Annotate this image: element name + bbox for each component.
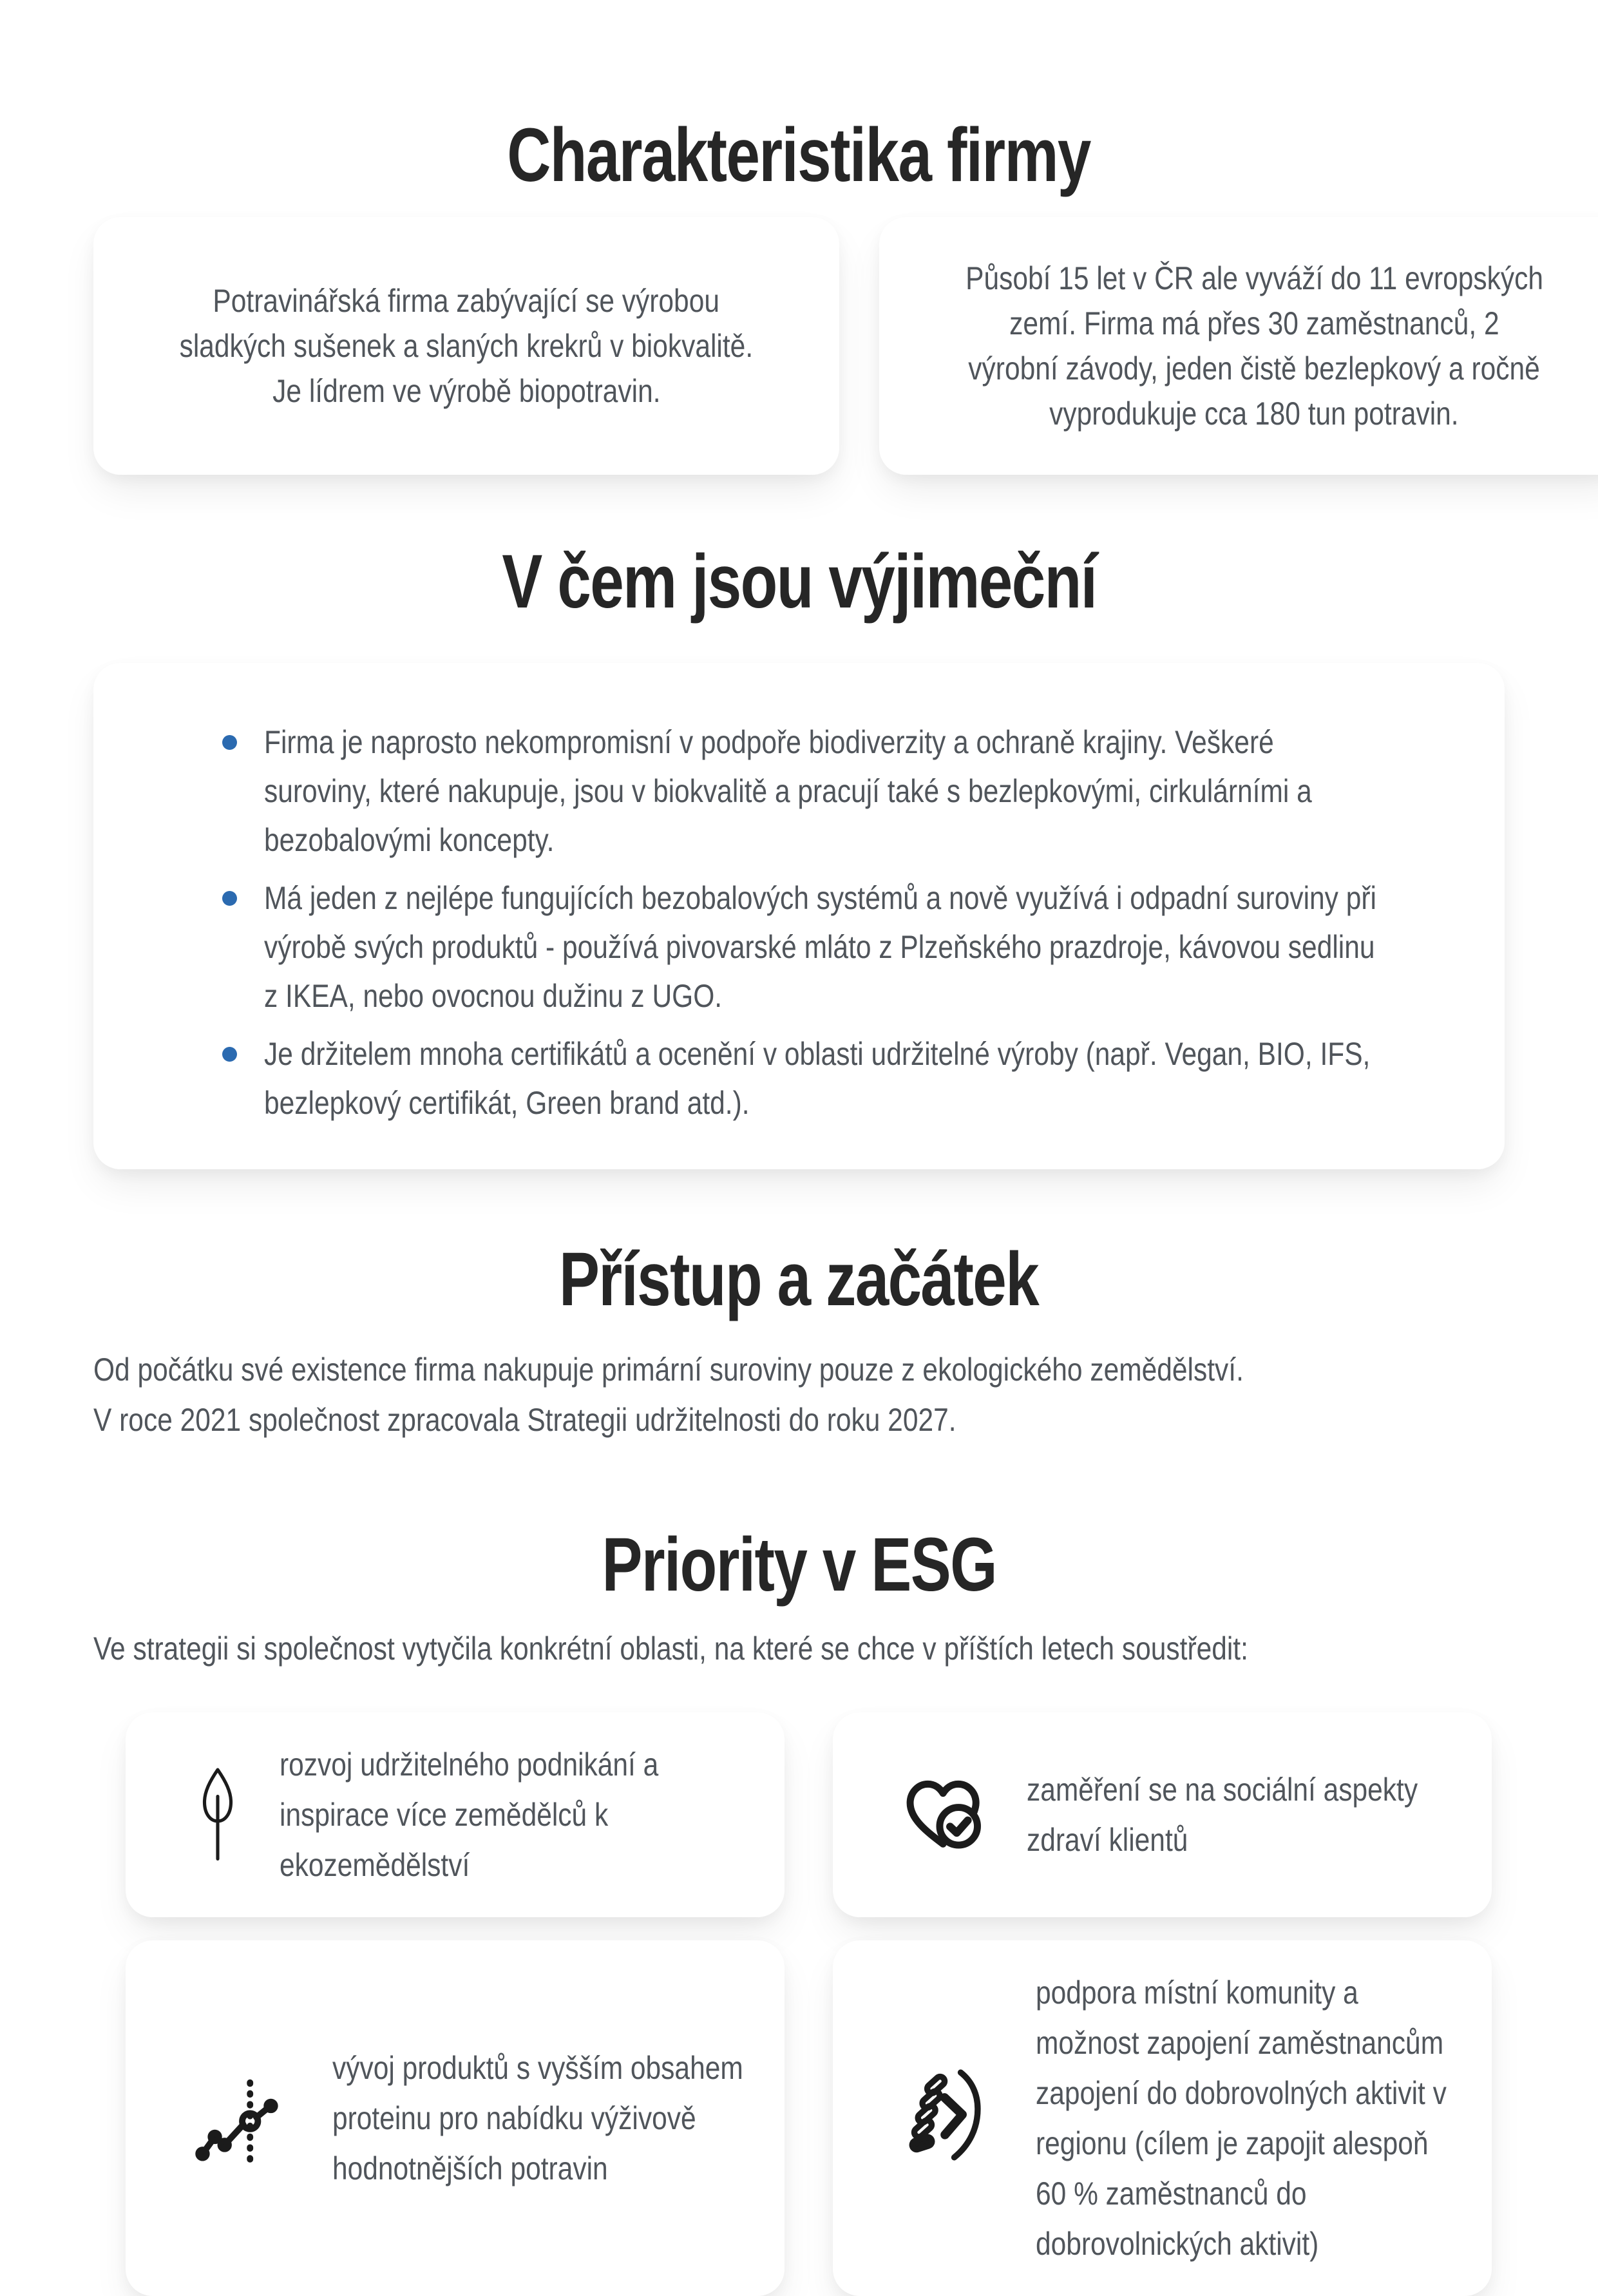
company-intro-cards [93, 217, 1543, 475]
priority-card-text-wrap [1027, 1765, 1456, 1865]
bullet-dot [222, 891, 237, 906]
bullet-dot [222, 1047, 237, 1062]
section-title-pristup [93, 1234, 1505, 1325]
bullet-text: Je držitelem mnoha certifikátů a ocenění v oblasti udržitelné výroby (např. Vegan, BIO, IFS, bezlepkový certifikát, Green brand atd.). [264, 1036, 1371, 1121]
section-title-charakteristika [93, 110, 1505, 201]
priority-card-text-wrap [1036, 1967, 1456, 2269]
card-text-line: Působí 15 let v ČR ale vyváží do 11 evropských [965, 260, 1543, 296]
priority-card-social-health [833, 1712, 1492, 1917]
card-text-line: výrobní závody, jeden čistě bezlepkový a ročně [968, 350, 1541, 387]
chart-growth-icon [193, 2067, 295, 2169]
card-text-line: vyprodukuje cca 180 tun potravin. [1049, 396, 1460, 432]
priority-card-community [833, 1940, 1492, 2296]
card-text-line: zemí. Firma má přes 30 zaměstnanců, 2 [1009, 305, 1499, 341]
bullet-item [222, 718, 1385, 865]
priority-cards-grid [126, 1712, 1492, 2296]
priority-intro [93, 1623, 1505, 1674]
bullet-dot [222, 735, 237, 750]
approach-paragraph [93, 1344, 1505, 1445]
exceptional-bullet-list [222, 718, 1385, 1127]
section-title-text: V čem jsou výjimeční [502, 539, 1096, 624]
bullet-item [222, 1029, 1385, 1127]
priority-card-text-wrap [280, 1739, 749, 1890]
paragraph-line: V roce 2021 společnost zpracovala Strategii udržitelnosti do roku 2027. [93, 1402, 956, 1438]
heart-check-icon [900, 1772, 989, 1857]
priority-card-text: vývoj produktů s vyšším obsahem proteinu pro nabídku výživově hodnotnějších potravin [332, 2050, 743, 2186]
bullet-item [222, 874, 1385, 1020]
priority-card-ecofarming [126, 1712, 785, 1917]
bullet-text: Firma je naprosto nekompromisní v podpoře biodiverzity a ochraně krajiny. Veškeré suroviny, které nakupuje, jsou v biokvalitě a pracují také s bezlepkovými, cirkulárními a bezobalovými koncepty. [264, 724, 1312, 858]
company-description-card [93, 217, 839, 475]
card-text-line: sladkých sušenek a slaných krekrů v biokvalitě. [179, 328, 754, 364]
section-title-vyjimecni [93, 536, 1505, 627]
priority-card-text: zaměření se na sociální aspekty zdraví klientů [1027, 1772, 1418, 1858]
section-title-text: Charakteristika firmy [507, 113, 1091, 198]
priority-card-text-wrap [332, 2043, 749, 2194]
company-facts-card [879, 217, 1598, 475]
bullet-text: Má jeden z nejlépe fungujících bezobalových systémů a nově využívá i odpadní suroviny při výrobě svých produktů - používá pivovarské mláto z Plzeňského prazdroje, kávovou sedlinu z IKEA, nebo ovocnou dužinu z UGO. [264, 880, 1376, 1014]
section-title-text: Přístup a začátek [559, 1237, 1039, 1322]
card-text-line: Je lídrem ve výrobě biopotravin. [272, 373, 661, 409]
paragraph-line: Ve strategii si společnost vytyčila konkrétní oblasti, na které se chce v příštích letech soustředit: [93, 1631, 1248, 1667]
exceptional-card [93, 663, 1505, 1169]
priority-card-protein-products [126, 1940, 785, 2296]
paragraph-line: Od počátku své existence firma nakupuje primární suroviny pouze z ekologického zemědělství. [93, 1352, 1244, 1388]
leaf-icon [193, 1766, 242, 1864]
section-title-text: Priority v ESG [602, 1522, 996, 1607]
card-text-line: Potravinářská firma zabývající se výrobou [213, 283, 720, 319]
priority-card-text: rozvoj udržitelného podnikání a inspirace více zemědělců k ekozemědělství [280, 1746, 659, 1883]
section-title-priority [93, 1519, 1505, 1611]
hands-wheat-icon [900, 2060, 998, 2177]
priority-card-text: podpora místní komunity a možnost zapojení zaměstnancům zapojení do dobrovolných aktivit v regionu (cílem je zapojit alespoň 60 % zaměstnanců do dobrovolnických aktivit) [1036, 1975, 1447, 2262]
